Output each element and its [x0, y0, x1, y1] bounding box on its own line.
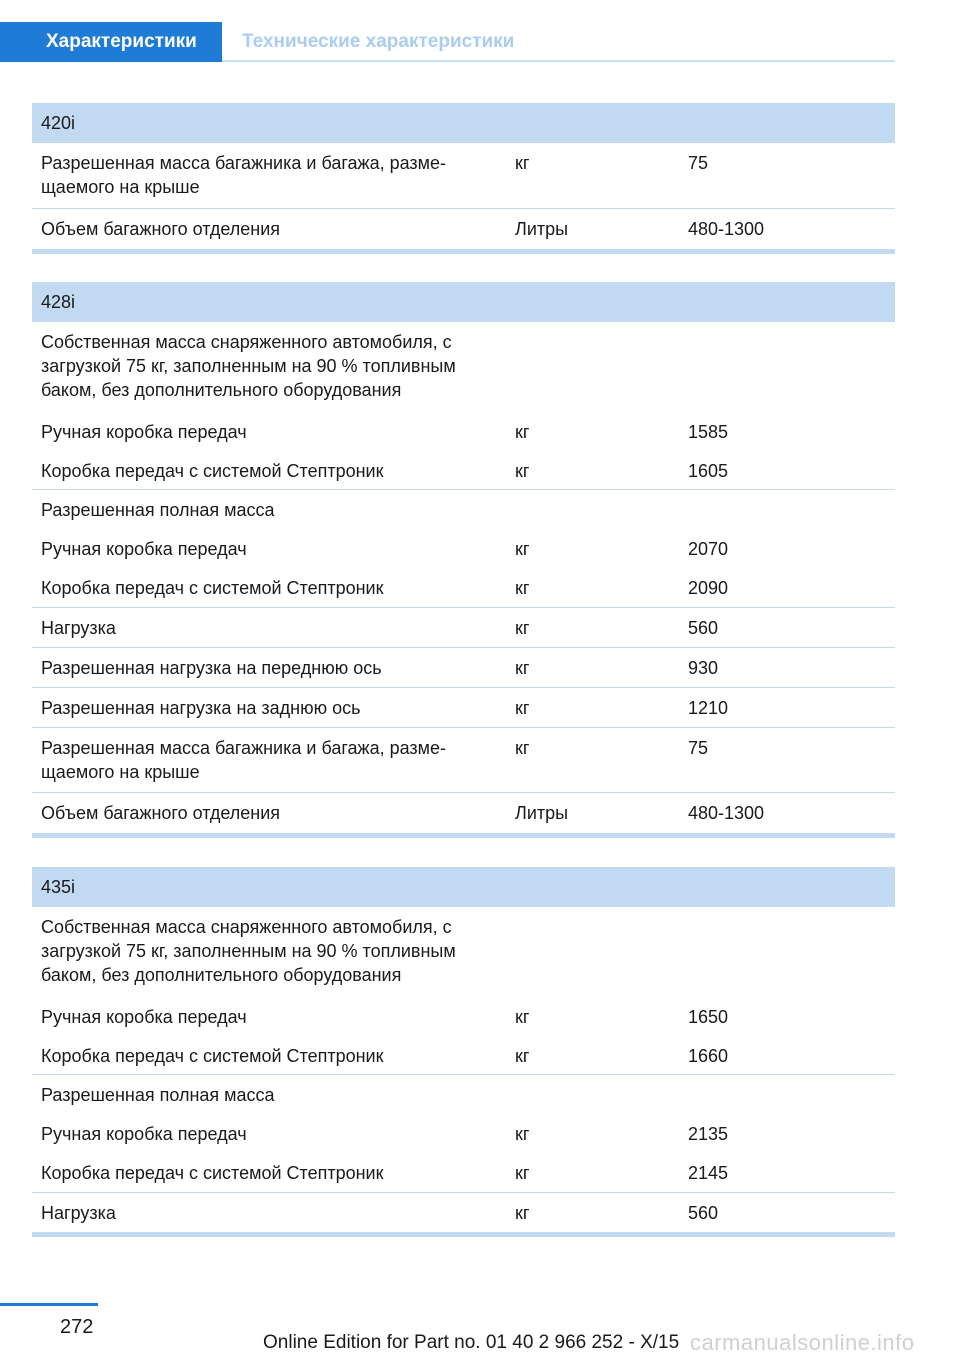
- row-label: Коробка передач с системой Стептроник: [41, 578, 384, 598]
- row-unit: кг: [515, 153, 530, 173]
- row-value: 2090: [688, 578, 729, 598]
- row-value: 560: [688, 618, 719, 638]
- row-value: 480-1300: [688, 803, 765, 823]
- row-value: 1650: [688, 1007, 729, 1027]
- table-row: [32, 490, 895, 529]
- row-value: 2145: [688, 1163, 729, 1183]
- row-value: 480-1300: [688, 219, 765, 239]
- edition-note: Online Edition for Part no. 01 40 2 966 252 - X/15: [263, 1332, 680, 1353]
- row-label: Собственная масса снаряженного автомобиля, с загрузкой 75 кг, заполненным на 90 % топливным баком, без дополнительного оборудования: [41, 917, 456, 985]
- table-model-header: 428i: [32, 282, 895, 322]
- table-row: [32, 322, 895, 412]
- row-value: 1585: [688, 422, 729, 442]
- row-value: 2070: [688, 539, 729, 559]
- page-header: [0, 22, 895, 64]
- row-label: Нагрузка: [41, 618, 116, 638]
- row-label: Разрешенная нагрузка на заднюю ось: [41, 698, 361, 718]
- row-label: Коробка передач с системой Стептроник: [41, 1163, 384, 1183]
- row-value: 2135: [688, 1124, 729, 1144]
- table-model-header: 435i: [32, 867, 895, 907]
- table-row: [32, 1075, 895, 1114]
- page-number: 272: [60, 1316, 94, 1338]
- row-value: 560: [688, 1203, 719, 1223]
- table-row: [32, 608, 895, 648]
- row-unit: кг: [515, 658, 530, 678]
- footer-accent-line: [0, 1303, 98, 1306]
- row-value: 75: [688, 738, 709, 758]
- header-accent: [0, 22, 30, 62]
- row-label: Нагрузка: [41, 1203, 116, 1223]
- table-footer-rule: [32, 1232, 895, 1237]
- row-unit: кг: [515, 1203, 530, 1223]
- row-unit: кг: [515, 1007, 530, 1027]
- row-unit: кг: [515, 738, 530, 758]
- row-label: Ручная коробка передач: [41, 422, 247, 442]
- row-value: 1660: [688, 1046, 729, 1066]
- table-row: [32, 793, 895, 833]
- row-label: Коробка передач с системой Стептроник: [41, 461, 384, 481]
- row-unit: кг: [515, 461, 530, 481]
- row-value: 1605: [688, 461, 729, 481]
- table-row: [32, 412, 895, 451]
- row-unit: Литры: [515, 219, 569, 239]
- table-row: [32, 529, 895, 568]
- row-unit: кг: [515, 698, 530, 718]
- row-label: Разрешенная полная масса: [41, 500, 275, 520]
- table-row: [32, 568, 895, 608]
- table-row: [32, 997, 895, 1036]
- row-label: Собственная масса снаряженного автомобиля, с загрузкой 75 кг, заполненным на 90 % топливным баком, без дополнительного оборудования: [41, 332, 456, 400]
- table-row: [32, 1193, 895, 1232]
- table-row: [32, 907, 895, 997]
- row-unit: кг: [515, 1124, 530, 1144]
- row-unit: кг: [515, 1163, 530, 1183]
- row-label: Ручная коробка передач: [41, 1007, 247, 1027]
- spec-table-420i: [32, 103, 895, 254]
- row-unit: Литры: [515, 803, 569, 823]
- row-unit: кг: [515, 618, 530, 638]
- table-row: [32, 209, 895, 249]
- table-footer-rule: [32, 833, 895, 838]
- row-value: 930: [688, 658, 719, 678]
- row-label: Разрешенная масса багажника и багажа, разме‐ щаемого на крыше: [41, 153, 447, 197]
- row-label: Объем багажного отделения: [41, 803, 281, 823]
- table-footer-rule: [32, 249, 895, 254]
- row-label: Коробка передач с системой Стептроник: [41, 1046, 384, 1066]
- row-value: 1210: [688, 698, 729, 718]
- row-label: Объем багажного отделения: [41, 219, 281, 239]
- row-unit: кг: [515, 578, 530, 598]
- row-label: Ручная коробка передач: [41, 1124, 247, 1144]
- table-model-header: 420i: [32, 103, 895, 143]
- watermark: carmanualsonline.info: [690, 1330, 915, 1355]
- row-unit: кг: [515, 422, 530, 442]
- table-row: [32, 728, 895, 793]
- table-row: [32, 648, 895, 688]
- section-title: Характеристики: [30, 22, 222, 62]
- table-row: [32, 688, 895, 728]
- row-label: Разрешенная нагрузка на переднюю ось: [41, 658, 382, 678]
- header-divider: [222, 60, 895, 62]
- row-label: Разрешенная полная масса: [41, 1085, 275, 1105]
- spec-table-435i: [32, 867, 895, 1237]
- row-label: Ручная коробка передач: [41, 539, 247, 559]
- row-unit: кг: [515, 1046, 530, 1066]
- spec-table-428i: [32, 282, 895, 838]
- row-label: Разрешенная масса багажника и багажа, разме‐ щаемого на крыше: [41, 738, 447, 782]
- row-unit: кг: [515, 539, 530, 559]
- table-row: [32, 451, 895, 490]
- table-row: [32, 1114, 895, 1153]
- subsection-title: Технические характеристики: [242, 31, 515, 52]
- table-row: [32, 1153, 895, 1193]
- table-row: [32, 143, 895, 209]
- row-value: 75: [688, 153, 709, 173]
- table-row: [32, 1036, 895, 1075]
